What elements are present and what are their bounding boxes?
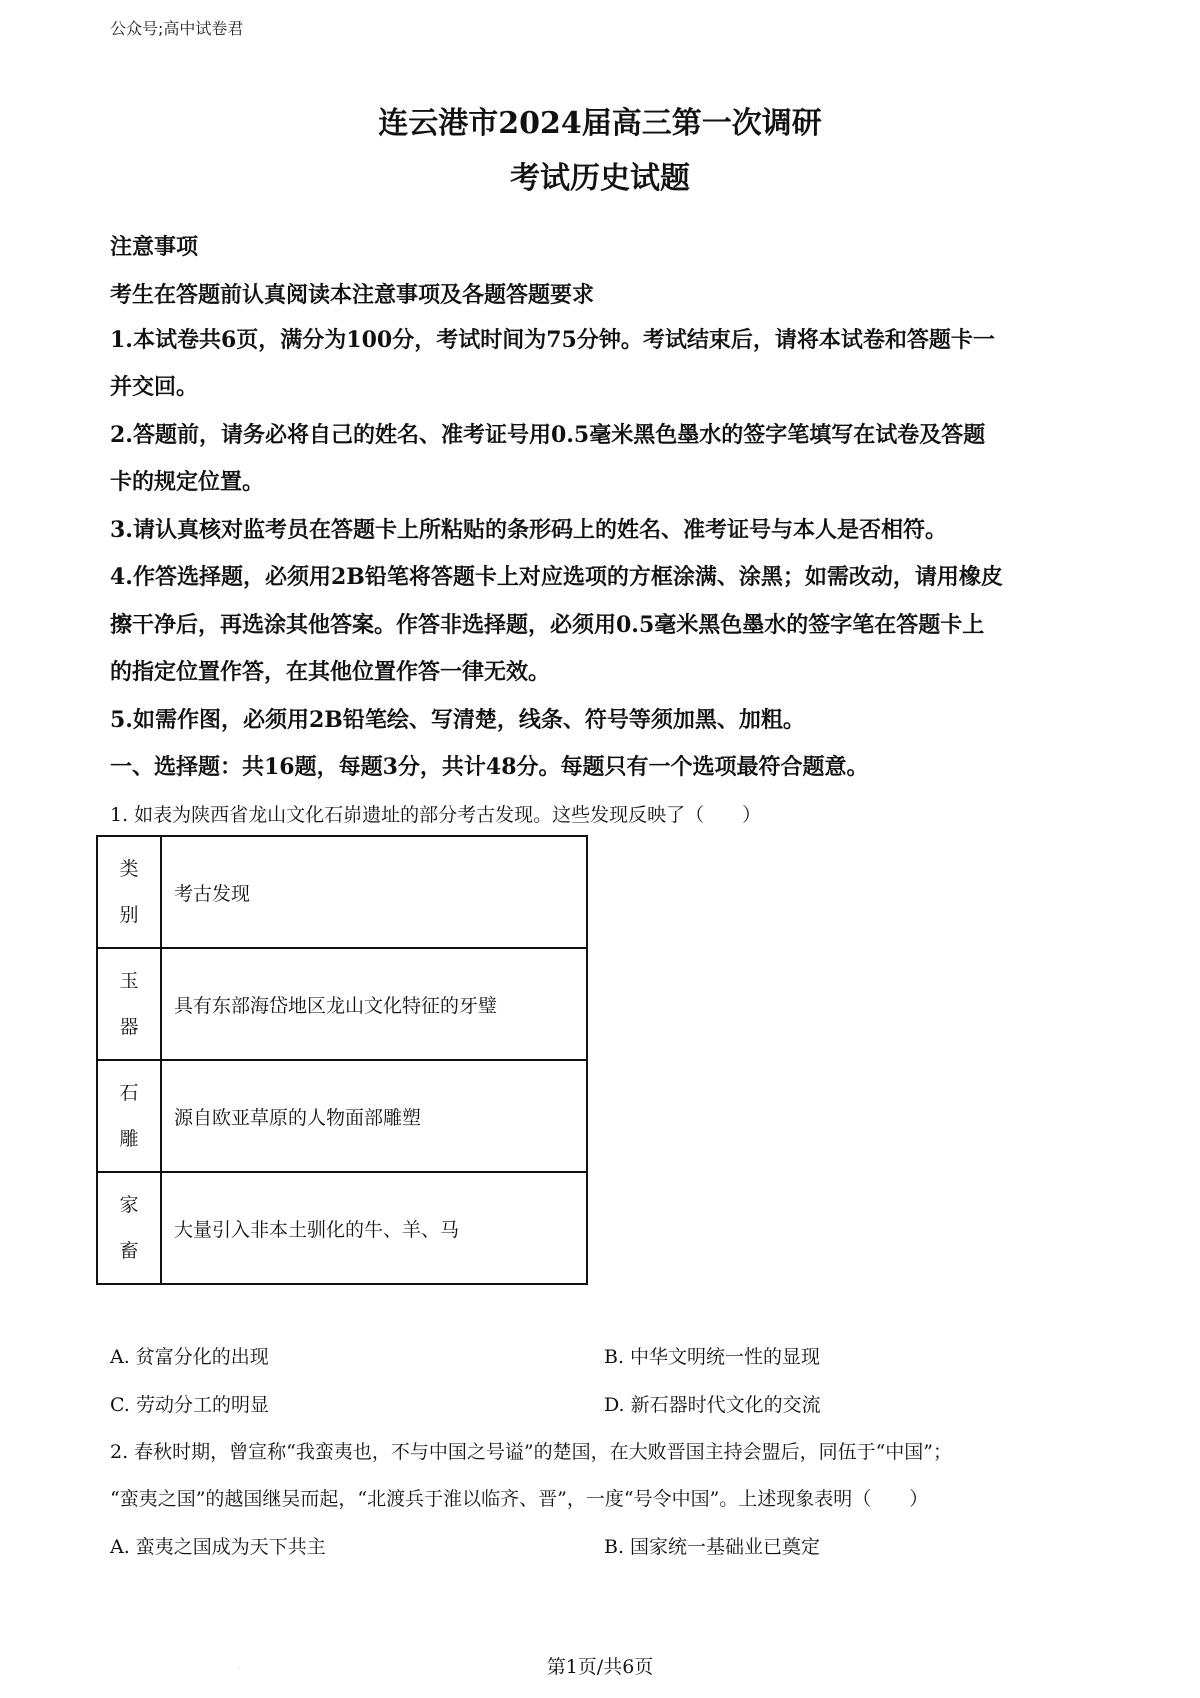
- notice-item-4-line1: 4.作答选择题，必须用2B铅笔将答题卡上对应选项的方框涂满、涂黑；如需改动，请用橡皮: [110, 564, 1003, 590]
- notice-item-4-line2: 擦干净后，再选涂其他答案。作答非选择题，必须用0.5毫米黑色墨水的签字笔在答题卡上: [110, 612, 985, 638]
- q1-option-d: D. 新石器时代文化的交流: [604, 1394, 821, 1416]
- category-char: 玉: [119, 970, 139, 992]
- notice-intro: 考生在答题前认真阅读本注意事项及各题答题要求: [110, 282, 595, 308]
- category-char: 雕: [119, 1128, 139, 1150]
- table-cell-category: [97, 1172, 161, 1284]
- notice-heading: 注意事项: [110, 234, 199, 260]
- notice-item-4-line3: 的指定位置作答，在其他位置作答一律无效。: [110, 659, 551, 685]
- category-char: 家: [119, 1194, 139, 1216]
- page-number-footer: 第1页/共6页: [546, 1656, 654, 1678]
- category-char: 别: [119, 904, 139, 926]
- category-char: 器: [119, 1016, 139, 1038]
- notice-item-2-line2: 卡的规定位置。: [110, 469, 265, 495]
- table-cell-description: 源自欧亚草原的人物面部雕塑: [161, 1060, 587, 1172]
- notice-item-1-line1: 1.本试卷共6页，满分为100分，考试时间为75分钟。考试结束后，请将本试卷和答题卡一: [110, 327, 995, 353]
- table-header-description: 考古发现: [161, 836, 587, 948]
- q2-option-b: B. 国家统一基础业已奠定: [604, 1536, 821, 1558]
- question-2-stem-line2: “蛮夷之国”的越国继吴而起，“北渡兵于淮以临齐、晋”，一度“号令中国”。上述现象表明（ ）: [110, 1488, 929, 1510]
- table-row: [97, 1172, 587, 1284]
- category-char: 畜: [119, 1240, 139, 1262]
- notice-item-5: 5.如需作图，必须用2B铅笔绘、写清楚，线条、符号等须加黑、加粗。: [110, 707, 805, 733]
- archaeology-table: [96, 835, 588, 1285]
- q1-option-b: B. 中华文明统一性的显现: [604, 1346, 821, 1368]
- table-row: [97, 948, 587, 1060]
- question-2-stem-line1: 2. 春秋时期，曾宣称“我蛮夷也，不与中国之号谥”的楚国，在大败晋国主持会盟后，同伍于“中国”；: [110, 1441, 953, 1463]
- table-header-row: [97, 836, 587, 948]
- q2-option-a: A. 蛮夷之国成为天下共主: [110, 1536, 326, 1558]
- question-1-stem: 1. 如表为陕西省龙山文化石峁遗址的部分考古发现。这些发现反映了（ ）: [110, 804, 762, 826]
- category-char: 类: [119, 858, 139, 880]
- section-heading: 一、选择题：共16题，每题3分，共计48分。每题只有一个选项最符合题意。: [110, 754, 869, 780]
- table-row: [97, 1060, 587, 1172]
- category-char: 石: [119, 1082, 139, 1104]
- notice-item-2-line1: 2.答题前，请务必将自己的姓名、准考证号用0.5毫米黑色墨水的签字笔填写在试卷及答题: [110, 422, 986, 448]
- table-cell-category: [97, 1060, 161, 1172]
- header-note: 公众号;高中试卷君: [110, 19, 244, 38]
- table-header-category: [97, 836, 161, 948]
- q1-option-c: C. 劳动分工的明显: [110, 1394, 269, 1416]
- table-cell-description: 具有东部海岱地区龙山文化特征的牙璧: [161, 948, 587, 1060]
- exam-title-line1: 连云港市2024届高三第一次调研: [378, 106, 822, 141]
- notice-item-3: 3.请认真核对监考员在答题卡上所粘贴的条形码上的姓名、准考证号与本人是否相符。: [110, 517, 947, 543]
- exam-title-line2: 考试历史试题: [510, 161, 690, 196]
- scan-speck: ·: [238, 1666, 240, 1673]
- q1-option-a: A. 贫富分化的出现: [110, 1346, 269, 1368]
- notice-item-1-line2: 并交回。: [110, 374, 199, 400]
- table-cell-description: 大量引入非本土驯化的牛、羊、马: [161, 1172, 587, 1284]
- table-cell-category: [97, 948, 161, 1060]
